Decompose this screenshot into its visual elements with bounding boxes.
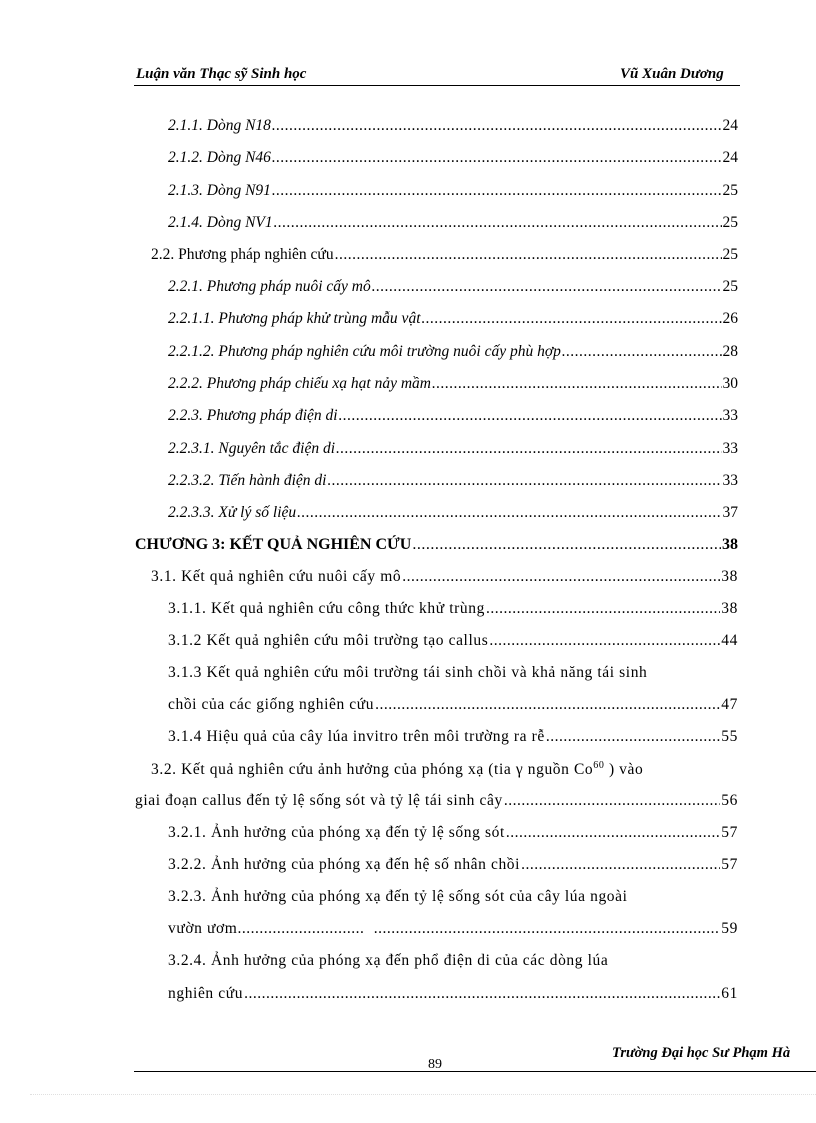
toc-leader-dots [486, 600, 720, 618]
toc-page-number: 38 [721, 600, 738, 617]
toc-entry-title: 2.2.1. Phương pháp nuôi cấy mô [168, 278, 371, 295]
toc-entry[interactable] [168, 214, 738, 232]
toc-page-number: 57 [721, 856, 738, 873]
toc-entry-title: 2.2.3.2. Tiến hành điện di [168, 472, 327, 489]
header-author-name: Vũ Xuân Dương [620, 66, 724, 82]
toc-entry-line1[interactable]: 3.2.3. Ảnh hưởng của phóng xạ đến tỷ lệ sống sót của cây lúa ngoài [168, 888, 628, 905]
toc-entry[interactable] [135, 792, 738, 810]
toc-leader-dots [422, 310, 722, 328]
toc-page-number: 25 [722, 278, 738, 295]
toc-page-number: 37 [722, 504, 738, 521]
toc-leader-dots [506, 824, 720, 842]
toc-entry-title: 3.2.1. Ảnh hưởng của phóng xạ đến tỷ lệ sống sót [168, 824, 505, 841]
toc-entry-line1[interactable]: 3.1.3 Kết quả nghiên cứu môi trường tái sinh chồi và khả năng tái sinh [168, 664, 648, 681]
toc-entry-title: 2.1.3. Dòng N91 [168, 182, 271, 199]
header-thesis-title: Luận văn Thạc sỹ Sinh học [136, 66, 307, 82]
toc-leader-dots [372, 278, 722, 296]
toc-leader-dots [504, 792, 720, 810]
toc-page-number: 30 [722, 375, 738, 392]
toc-entry[interactable] [168, 824, 738, 842]
toc-entry-title: vườn ươm [168, 920, 238, 937]
toc-leader-dots [244, 985, 720, 1003]
toc-leader-dots-first: ............................. [237, 920, 365, 937]
toc-leader-dots [274, 214, 722, 232]
toc-entry-title: chồi của các giống nghiên cứu [168, 696, 375, 713]
toc-entry[interactable] [168, 985, 738, 1003]
toc-page-number: 57 [721, 824, 738, 841]
toc-entry[interactable] [151, 246, 738, 264]
toc-entry-line1-end: ) vào [604, 761, 644, 779]
toc-leader-dots [339, 407, 722, 425]
toc-page-number: 25 [722, 246, 738, 263]
toc-page-number: 38 [721, 568, 738, 585]
toc-entry-title: 2.2. Phương pháp nghiên cứu [151, 246, 334, 263]
toc-entry-title: 3.1. Kết quả nghiên cứu nuôi cấy mô [151, 568, 402, 585]
toc-entry-line1-text: 3.2. Kết quả nghiên cứu ảnh hưởng của phóng xạ (tia γ nguồn Co [151, 761, 594, 779]
toc-entry-title: CHƯƠNG 3: KẾT QUẢ NGHIÊN CỨU [135, 536, 412, 553]
toc-leader-dots [335, 246, 722, 264]
toc-page-number: 24 [722, 117, 738, 134]
toc-leader-dots [432, 375, 722, 393]
toc-chapter-entry[interactable] [135, 536, 738, 554]
toc-page-number: 47 [721, 696, 738, 713]
toc-entry-title: 3.1.4 Hiệu quả của cây lúa invitro trên môi trường ra rễ [168, 728, 545, 745]
toc-entry[interactable] [168, 920, 738, 938]
toc-superscript: 60 [593, 760, 605, 771]
toc-entry-title: 3.2.2. Ảnh hưởng của phóng xạ đến hệ số nhân chồi [168, 856, 521, 873]
toc-entry[interactable] [168, 182, 738, 200]
toc-entry-line1[interactable]: 3.2.4. Ảnh hưởng của phóng xạ đến phổ điện di của các dòng lúa [168, 952, 609, 969]
toc-entry-title: 2.2.1.2. Phương pháp nghiên cứu môi trường nuôi cấy phù hợp [168, 343, 561, 360]
toc-entry-title: 2.1.4. Dòng NV1 [168, 214, 273, 231]
toc-leader-dots [327, 472, 721, 490]
toc-entry-title: 3.1.1. Kết quả nghiên cứu công thức khử trùng [168, 600, 485, 617]
toc-entry[interactable] [168, 728, 738, 746]
toc-entry[interactable] [168, 149, 738, 167]
toc-entry-title: giai đoạn callus đến tỷ lệ sống sót và tỷ lệ tái sinh cây [135, 792, 503, 809]
toc-leader-dots [402, 568, 720, 586]
toc-page-number: 26 [722, 310, 738, 327]
toc-entry[interactable] [168, 117, 738, 135]
toc-page-number: 59 [721, 920, 738, 937]
toc-page-number: 33 [722, 407, 738, 424]
toc-entry-title: 2.2.3.1. Nguyên tắc điện di [168, 440, 336, 457]
toc-leader-dots [374, 920, 721, 938]
toc-leader-dots [272, 182, 722, 200]
toc-entry[interactable] [168, 856, 738, 874]
footer-divider [134, 1071, 816, 1072]
toc-page-number: 44 [721, 632, 738, 649]
toc-entry[interactable] [168, 310, 738, 328]
toc-leader-dots [272, 149, 722, 167]
toc-entry[interactable] [168, 278, 738, 296]
toc-entry[interactable] [168, 504, 738, 522]
toc-entry-title: 2.1.2. Dòng N46 [168, 149, 271, 166]
toc-entry-title: 2.2.3. Phương pháp điện di [168, 407, 338, 424]
toc-entry[interactable] [168, 407, 738, 425]
toc-entry[interactable] [168, 600, 738, 618]
toc-entry-title: 2.2.1.1. Phương pháp khử trùng mẫu vật [168, 310, 421, 327]
toc-leader-dots [562, 343, 722, 361]
toc-entry[interactable] [168, 343, 738, 361]
toc-page-number: 25 [722, 182, 738, 199]
toc-entry-title: 2.2.2. Phương pháp chiếu xạ hạt nảy mầm [168, 375, 431, 392]
toc-leader-dots [297, 504, 721, 522]
toc-page-number: 55 [721, 728, 738, 745]
toc-entry-title: 2.2.3.3. Xử lý số liệu [168, 504, 297, 521]
toc-entry[interactable] [168, 440, 738, 458]
toc-entry[interactable] [168, 632, 738, 650]
toc-page-number: 28 [722, 343, 738, 360]
toc-leader-dots [336, 440, 721, 458]
toc-page-number: 24 [722, 149, 738, 166]
toc-entry-line1[interactable] [151, 760, 643, 779]
page-bottom-border [30, 1094, 816, 1095]
footer-university-name: Trường Đại học Sư Phạm Hà [612, 1045, 791, 1061]
toc-leader-dots [272, 117, 722, 135]
toc-leader-dots [489, 632, 720, 650]
toc-entry[interactable] [168, 696, 738, 714]
toc-leader-dots [521, 856, 720, 874]
toc-leader-dots [375, 696, 720, 714]
toc-page-number: 61 [721, 985, 738, 1002]
toc-page-number: 25 [722, 214, 738, 231]
toc-page-number: 33 [722, 472, 738, 489]
toc-entry-title: 3.1.2 Kết quả nghiên cứu môi trường tạo callus [168, 632, 489, 649]
toc-entry[interactable] [168, 472, 738, 490]
toc-entry-title: 2.1.1. Dòng N18 [168, 117, 271, 134]
footer-page-number: 89 [428, 1057, 442, 1072]
toc-leader-dots [546, 728, 720, 746]
toc-page-number: 38 [722, 536, 738, 553]
toc-page-number: 33 [722, 440, 738, 457]
toc-entry[interactable] [151, 568, 738, 586]
toc-page-number: 56 [721, 792, 738, 809]
toc-leader-dots [412, 536, 721, 554]
toc-entry-title: nghiên cứu [168, 985, 244, 1002]
toc-entry[interactable] [168, 375, 738, 393]
